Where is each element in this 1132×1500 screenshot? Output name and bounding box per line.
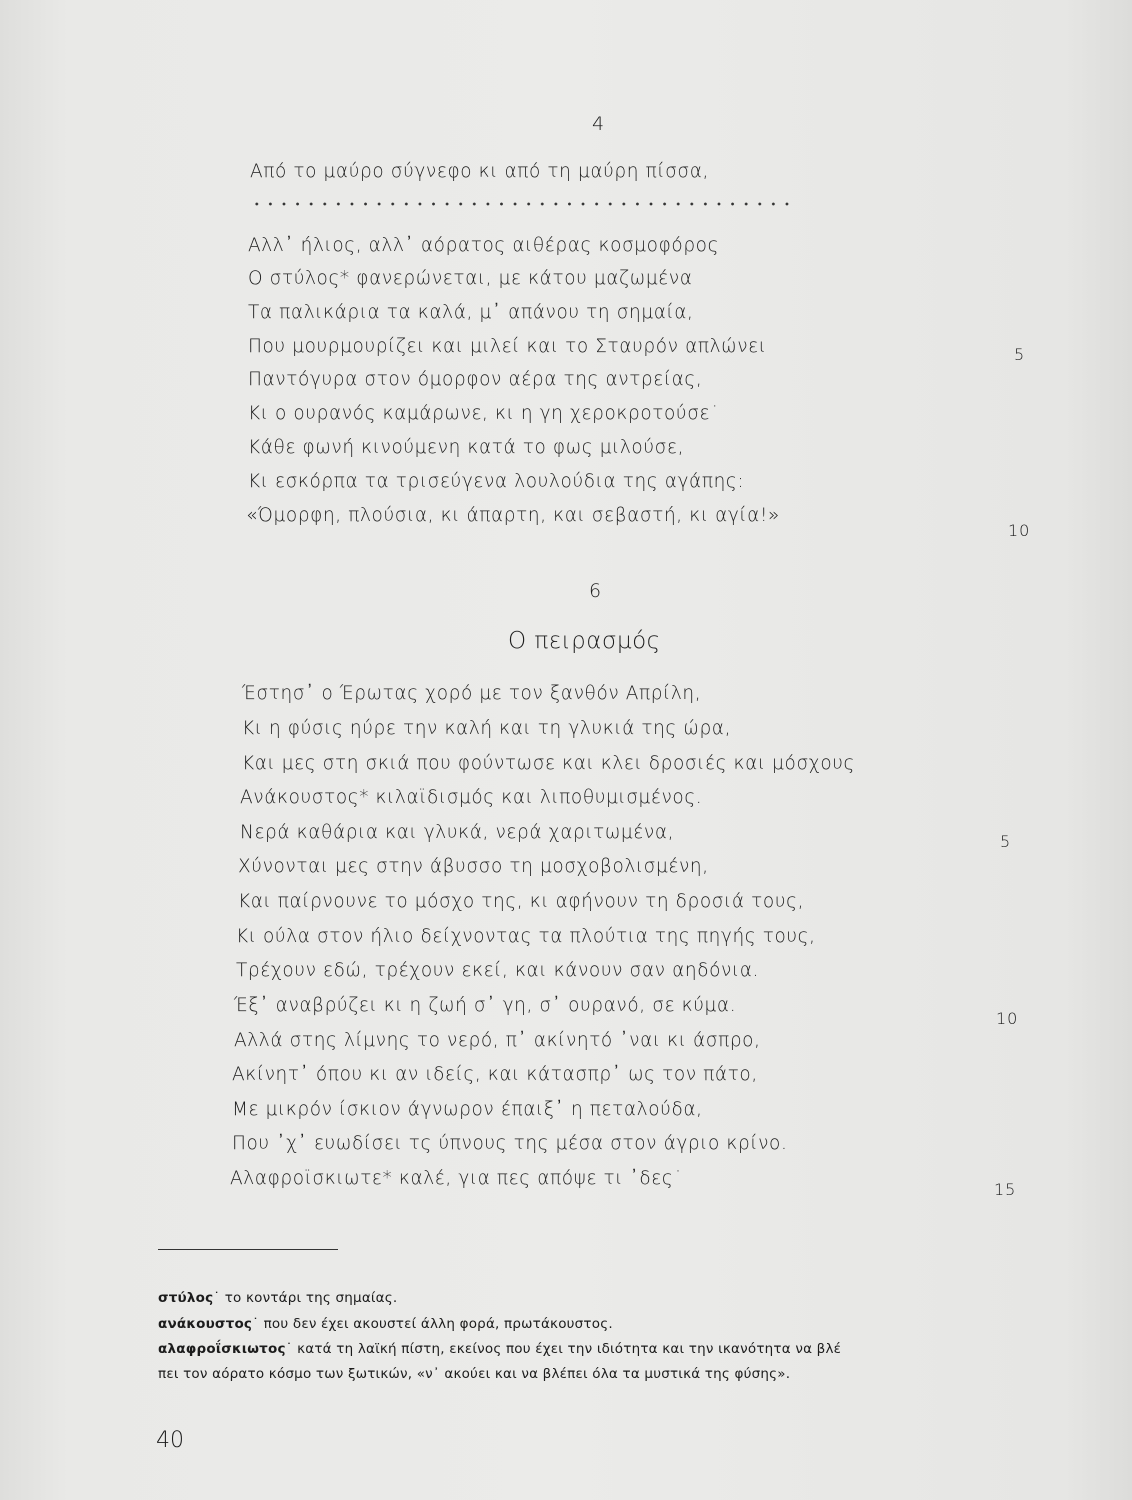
verse-line: «Όμορφη, πλούσια, κι άπαρτη, και σεβαστή, κι αγία!»	[246, 505, 780, 526]
poem-title: Ο πειρασμός	[508, 628, 661, 654]
verse-line: Κι η φύσις ηύρε την καλή και τη γλυκιά της ώρα,	[242, 718, 732, 739]
line-number: 10	[1008, 521, 1031, 540]
verse-line: Τα παλικάρια τα καλά, μ᾽ απάνου τη σημαία,	[248, 302, 694, 323]
verse-line: Κάθε φωνή κινούμενη κατά το φως μιλούσε,	[248, 437, 685, 458]
verse-line: Που ᾽χ᾽ ευωδίσει τς ύπνους της μέσα στον άγριο κρίνο.	[232, 1133, 788, 1154]
footnote-continuation	[158, 1366, 790, 1382]
verse-line: Έστησ᾽ ο Έρωτας χορό με τον ξανθόν Απρίλη,	[242, 683, 702, 704]
section-number-6: 6	[589, 580, 602, 602]
verse-line: Αλαφροϊσκιωτε* καλέ, για πες απόψε τι ᾽δες˙	[230, 1168, 684, 1189]
footnote-term: ανάκουστος	[158, 1316, 253, 1332]
verse-line: Και μες στη σκιά που φούντωσε και κλει δροσιές και μόσχους	[242, 753, 856, 774]
footnote-term: στύλος	[158, 1290, 214, 1306]
footnote-term: αλαφροΐσκιωτος	[158, 1341, 286, 1357]
footnote-text: ˙ το κοντάρι της σημαίας.	[213, 1290, 398, 1306]
verse-line: Κι ούλα στον ήλιο δείχνοντας τα πλούτια της πηγής τους,	[236, 926, 816, 947]
footnote	[158, 1316, 613, 1332]
footnote	[158, 1341, 841, 1357]
verse-line: Ο στύλος* φανερώνεται, με κάτου μαζωμένα	[248, 268, 693, 289]
verse-line: Τρέχουν εδώ, τρέχουν εκεί, και κάνουν σαν αηδόνια.	[236, 960, 760, 981]
verse-line: Που μουρμουρίζει και μιλεί και το Σταυρόν απλώνει	[248, 336, 767, 357]
verse-line: Κι εσκόρπα τα τρισεύγενα λουλούδια της αγάπης:	[248, 471, 745, 492]
ellipsis-dots	[250, 202, 795, 206]
footnote-text: ˙ κατά τη λαϊκή πίστη, εκείνος που έχει την ιδιότητα και την ικανότητα να βλέ	[285, 1341, 842, 1357]
verse-line: Αλλ᾽ ήλιος, αλλ᾽ αόρατος αιθέρας κοσμοφόρος	[248, 235, 720, 256]
footnote-text: ˙ που δεν έχει ακουστεί άλλη φορά, πρωτάκουστος.	[252, 1316, 613, 1332]
verse-line: Χύνονται μες στην άβυσσο τη μοσχοβολισμένη,	[238, 856, 709, 877]
verse-line: Και παίρνουνε το μόσχο της, κι αφήνουν τη δροσιά τους,	[238, 891, 805, 912]
verse-line: Αλλά στης λίμνης το νερό, π᾽ ακίνητό ᾽ναι κι άσπρο,	[234, 1030, 761, 1051]
line-number: 5	[1014, 345, 1026, 364]
verse-line: Κι ο ουρανός καμάρωνε, κι η γη χεροκροτούσε˙	[248, 403, 720, 424]
footnote-text: πει τον αόρατο κόσμο των ξωτικών, «ν᾽ ακούει και να βλέπει όλα τα μυστικά της φύσης».	[158, 1366, 791, 1382]
verse-line: Παντόγυρα στον όμορφον αέρα της αντρείας,	[248, 369, 703, 390]
verse-line: Ακίνητ᾽ όπου κι αν ιδείς, και κάτασπρ᾽ ως τον πάτο,	[232, 1064, 758, 1085]
line-number: 10	[996, 1009, 1019, 1028]
page-number: 40	[156, 1428, 184, 1453]
verse-line: Με μικρόν ίσκιον άγνωρον έπαιξ᾽ η πεταλούδα,	[232, 1099, 703, 1120]
footnote-divider	[158, 1249, 338, 1250]
section-number-4: 4	[592, 113, 605, 135]
verse-line: Έξ᾽ αναβρύζει κι η ζωή σ᾽ γη, σ᾽ ουρανό, σε κύμα.	[234, 995, 737, 1016]
verse-line: Ανάκουστος* κιλαϊδισμός και λιποθυμισμένος.	[240, 787, 703, 808]
verse-line: Νερά καθάρια και γλυκά, νερά χαριτωμένα,	[240, 822, 675, 843]
footnote	[158, 1290, 397, 1306]
line-number: 5	[1000, 832, 1012, 851]
line-number: 15	[994, 1180, 1017, 1199]
verse-line: Από το μαύρο σύγνεφο κι από τη μαύρη πίσσα,	[250, 161, 710, 182]
